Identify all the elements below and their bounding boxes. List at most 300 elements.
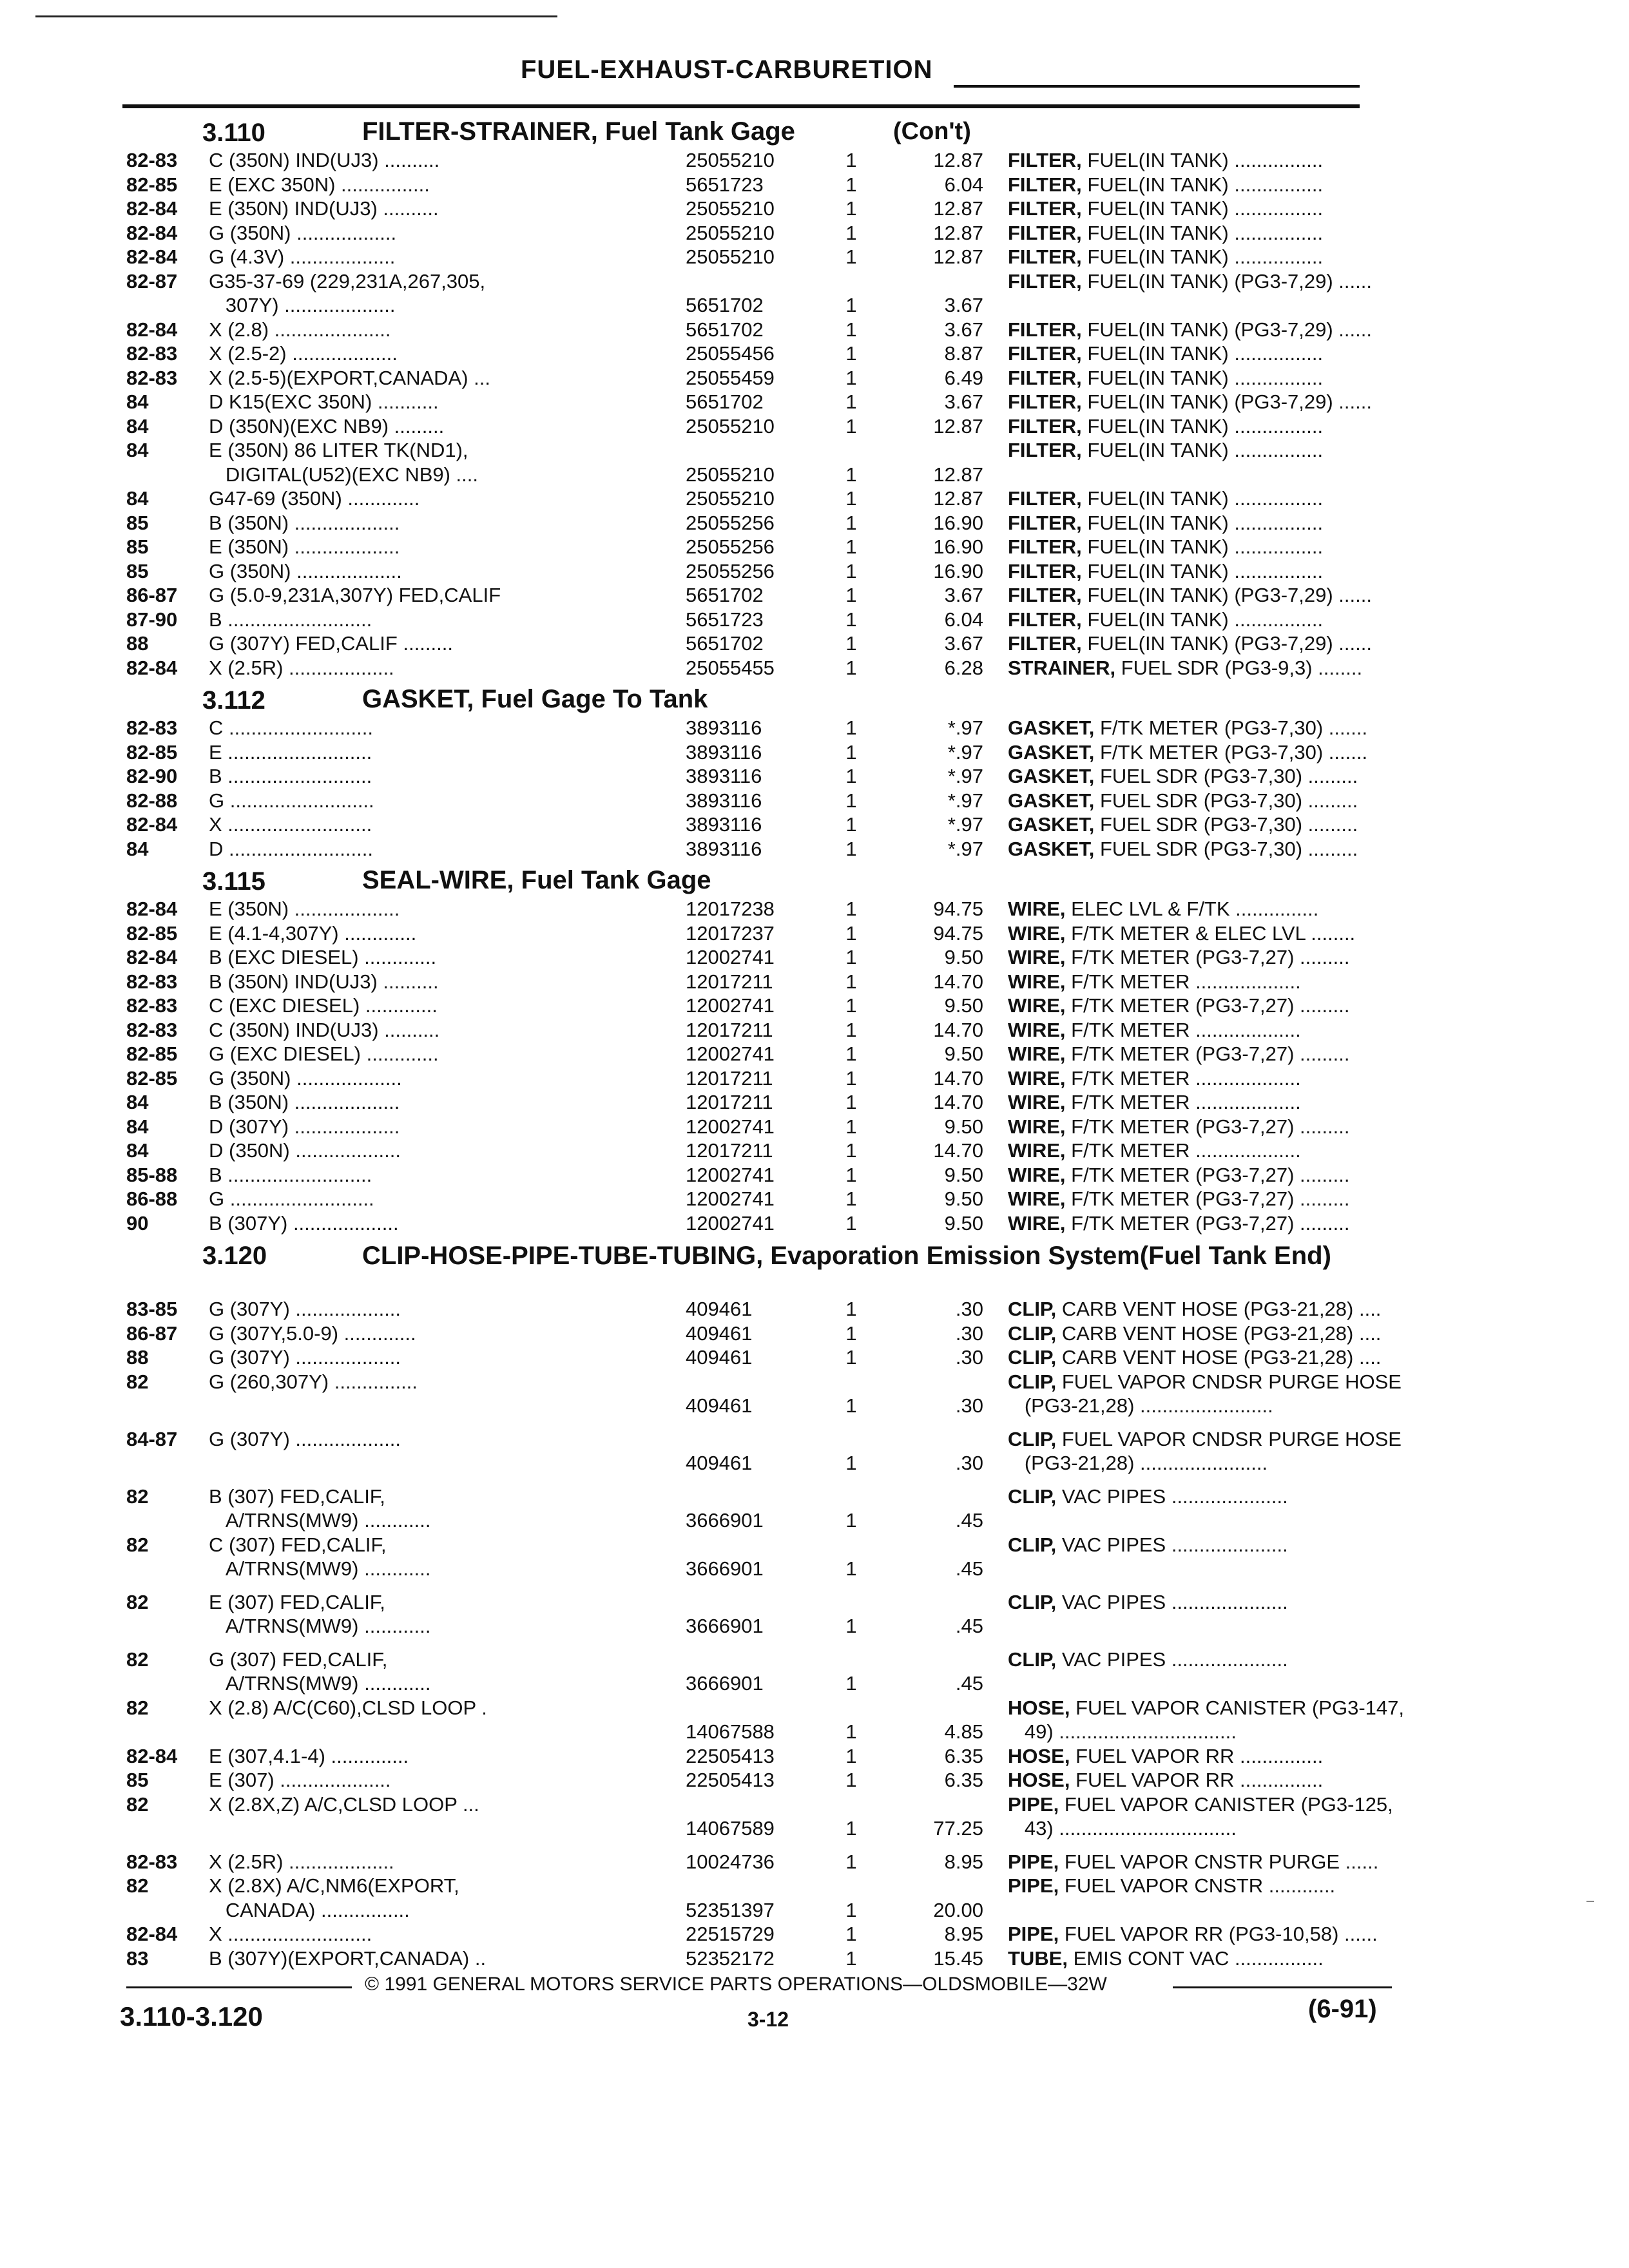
part-row [126, 221, 1364, 245]
quantity: 1 [845, 813, 857, 836]
footer-page-number: 3-12 [747, 2008, 789, 2031]
price: .30 [955, 1321, 983, 1345]
application: G (260,307Y) ............... [209, 1370, 418, 1393]
part-row [126, 1163, 1364, 1187]
model-year: 82 [126, 1874, 149, 1897]
model-year: 82-83 [126, 716, 178, 739]
footer-rule-left [126, 1986, 352, 1988]
price: 4.85 [944, 1720, 983, 1743]
application: B (307Y)(EXPORT,CANADA) .. [209, 1946, 487, 1970]
model-year: 86-88 [126, 1187, 178, 1210]
part-detail: FUEL VAPOR CANISTER (PG3-147, 49) ................................ [1024, 1696, 1404, 1743]
part-row [126, 1485, 1364, 1533]
part-number: 25055456 [686, 342, 775, 365]
part-number: 25055256 [686, 511, 775, 534]
part-description [1008, 535, 1498, 559]
part-description [1008, 1874, 1498, 1898]
part-detail: F/TK METER (PG3-7,27) ......... [1065, 1187, 1350, 1210]
application: X (2.5R) ................... [209, 1850, 394, 1873]
part-detail: ELEC LVL & F/TK ............... [1065, 898, 1319, 920]
part-name: FILTER, [1008, 559, 1082, 582]
part-row [126, 173, 1364, 197]
part-description [1008, 245, 1498, 269]
quantity: 1 [845, 608, 857, 631]
quantity: 1 [845, 789, 857, 812]
part-description [1008, 608, 1498, 632]
model-year: 82-84 [126, 946, 178, 968]
quantity: 1 [845, 1091, 857, 1113]
model-year: 88 [126, 632, 149, 655]
part-row [126, 1874, 1364, 1922]
part-row [126, 1187, 1364, 1211]
part-row [126, 486, 1364, 511]
part-detail: FUEL SDR (PG3-7,30) ......... [1094, 837, 1358, 860]
part-name: FILTER, [1008, 318, 1082, 341]
part-number: 25055256 [686, 535, 775, 558]
part-name: GASKET, [1008, 716, 1095, 739]
application: B .......................... [209, 1163, 372, 1186]
part-row [126, 1090, 1364, 1115]
quantity: 1 [845, 294, 857, 316]
part-name: GASKET, [1008, 813, 1095, 836]
part-detail: VAC PIPES ..................... [1056, 1648, 1288, 1671]
quantity: 1 [845, 921, 857, 945]
price: 3.67 [944, 294, 983, 316]
part-description [1008, 1590, 1498, 1615]
part-name: FILTER, [1008, 366, 1082, 389]
application: X (2.8X) A/C,NM6(EXPORT, CANADA) ................ [209, 1874, 459, 1921]
model-year: 82-87 [126, 269, 178, 293]
part-number: 3666901 [686, 1615, 764, 1637]
part-number: 12002741 [686, 1187, 775, 1210]
part-detail: FUEL(IN TANK) (PG3-7,29) ...... [1081, 632, 1372, 655]
application: B (EXC DIESEL) ............. [209, 946, 437, 968]
part-name: WIRE, [1008, 1018, 1066, 1041]
part-name: WIRE, [1008, 1187, 1066, 1210]
part-number: 12002741 [686, 1211, 775, 1235]
part-description [1008, 1648, 1498, 1672]
part-number: 25055210 [686, 487, 775, 510]
part-number: 25055210 [686, 414, 775, 437]
part-description [1008, 1696, 1498, 1744]
quantity: 1 [845, 197, 857, 220]
part-description [1008, 1139, 1498, 1163]
part-number: 12017211 [686, 970, 773, 993]
part-description [1008, 438, 1498, 463]
part-detail: FUEL VAPOR CNSTR ............ [1059, 1874, 1336, 1897]
application: X .......................... [209, 813, 372, 836]
part-number: 409461 [686, 1346, 753, 1369]
part-name: WIRE, [1008, 1115, 1066, 1138]
part-row [126, 148, 1364, 173]
part-description [1008, 764, 1498, 789]
part-description [1008, 1370, 1498, 1418]
part-detail: FUEL(IN TANK) (PG3-7,29) ...... [1081, 390, 1372, 413]
part-row [126, 1792, 1393, 1841]
application: X (2.8X,Z) A/C,CLSD LOOP ... [209, 1792, 479, 1816]
section-number: 3.115 [202, 867, 265, 896]
application: B (350N) ................... [209, 511, 400, 534]
application: D (307Y) ................... [209, 1115, 400, 1138]
part-detail: CARB VENT HOSE (PG3-21,28) .... [1056, 1321, 1382, 1345]
application: E (350N) IND(UJ3) .......... [209, 197, 439, 220]
part-detail: F/TK METER (PG3-7,27) ......... [1065, 1115, 1350, 1138]
part-detail: FUEL VAPOR CANISTER (PG3-125, 43) ................................ [1024, 1792, 1393, 1840]
model-year: 87-90 [126, 608, 178, 631]
part-number: 3893116 [686, 765, 762, 787]
price: 9.50 [944, 1211, 983, 1235]
price: 9.50 [944, 1187, 983, 1210]
part-detail: FUEL(IN TANK) ................ [1081, 149, 1324, 171]
application: E .......................... [209, 740, 372, 764]
part-row [126, 1850, 1379, 1874]
part-name: FILTER, [1008, 390, 1082, 413]
model-year: 82 [126, 1533, 149, 1556]
part-number: 22515729 [686, 1923, 775, 1945]
model-year: 83 [126, 1946, 149, 1970]
price: .30 [955, 1298, 983, 1320]
application: G (307Y) ................... [209, 1346, 401, 1369]
price: 20.00 [933, 1898, 983, 1921]
quantity: 1 [845, 463, 857, 486]
part-name: PIPE, [1008, 1923, 1059, 1945]
application: C (307) FED,CALIF, A/TRNS(MW9) ............ [209, 1533, 431, 1580]
part-detail: F/TK METER & ELEC LVL ........ [1065, 921, 1356, 945]
part-number: 25055210 [686, 245, 775, 268]
part-number: 5651702 [686, 390, 764, 413]
part-description [1008, 148, 1498, 173]
part-row [126, 1946, 1364, 1971]
part-name: HOSE, [1008, 1696, 1070, 1719]
model-year: 82-83 [126, 342, 178, 365]
part-number: 3893116 [686, 789, 762, 812]
part-row [126, 1042, 1364, 1066]
quantity: 1 [845, 740, 857, 764]
application: D K15(EXC 350N) ........... [209, 390, 439, 413]
part-number: 12002741 [686, 1163, 775, 1186]
quantity: 1 [845, 414, 857, 437]
quantity: 1 [845, 1720, 857, 1743]
part-description [1008, 1427, 1498, 1475]
part-number: 5651723 [686, 173, 764, 196]
part-description [1008, 789, 1498, 813]
part-number: 25055256 [686, 559, 775, 582]
part-detail: FUEL SDR (PG3-7,30) ......... [1094, 789, 1358, 812]
part-description [1008, 921, 1498, 946]
application: G35-37-69 (229,231A,267,305, 307Y) .................... [209, 269, 486, 316]
footer-copyright: © 1991 GENERAL MOTORS SERVICE PARTS OPERATIONS—OLDSMOBILE—32W [365, 1974, 1107, 1995]
part-description [1008, 1768, 1498, 1792]
application: X (2.8) A/C(C60),CLSD LOOP . [209, 1696, 487, 1719]
part-name: GASKET, [1008, 789, 1095, 812]
part-row [126, 656, 1364, 680]
part-number: 25055210 [686, 463, 775, 486]
part-detail: FUEL(IN TANK) ................ [1081, 221, 1324, 244]
application: B (307Y) ................... [209, 1211, 399, 1235]
part-detail: FUEL SDR (PG3-9,3) ........ [1115, 656, 1363, 679]
model-year: 82-83 [126, 1850, 178, 1873]
part-number: 3893116 [686, 837, 762, 860]
part-row [126, 716, 1368, 740]
price: 6.49 [944, 366, 983, 389]
part-number: 3666901 [686, 1557, 764, 1580]
model-year: 82-84 [126, 1744, 178, 1767]
price: *.97 [947, 789, 983, 812]
footer-section-range: 3.110-3.120 [120, 2001, 263, 2032]
quantity: 1 [845, 559, 857, 582]
part-row [126, 1370, 1402, 1418]
application: B .......................... [209, 765, 372, 787]
model-year: 82-84 [126, 318, 178, 341]
part-name: GASKET, [1008, 740, 1095, 764]
price: 6.04 [944, 608, 983, 631]
part-description [1008, 583, 1498, 608]
part-detail: F/TK METER ................... [1065, 1139, 1301, 1162]
section-number: 3.112 [202, 686, 265, 715]
part-detail: FUEL(IN TANK) ................ [1081, 366, 1324, 389]
price: 6.28 [944, 656, 983, 679]
part-name: HOSE, [1008, 1744, 1070, 1767]
part-number: 52351397 [686, 1898, 775, 1921]
part-detail: FUEL(IN TANK) ................ [1081, 414, 1324, 437]
model-year: 82-85 [126, 1043, 178, 1065]
part-detail: FUEL VAPOR CNDSR PURGE HOSE (PG3-21,28) ........................ [1024, 1370, 1402, 1417]
application: D .......................... [209, 837, 373, 860]
part-number: 12017237 [686, 921, 775, 945]
part-detail: FUEL(IN TANK) (PG3-7,29) ...... [1081, 584, 1372, 606]
model-year: 82-84 [126, 197, 178, 220]
part-row [126, 390, 1372, 414]
part-row [126, 789, 1364, 813]
part-number: 12002741 [686, 946, 775, 968]
part-row [126, 1744, 1364, 1769]
part-name: FILTER, [1008, 584, 1082, 606]
part-number: 409461 [686, 1452, 753, 1474]
price: 6.35 [944, 1769, 983, 1791]
part-name: FILTER, [1008, 511, 1082, 534]
part-number: 409461 [686, 1321, 753, 1345]
part-row [126, 945, 1364, 970]
model-year: 82-83 [126, 366, 178, 389]
part-number: 52352172 [686, 1946, 775, 1970]
quantity: 1 [845, 970, 857, 993]
quantity: 1 [845, 173, 857, 196]
price: 9.50 [944, 994, 983, 1017]
price: .30 [955, 1452, 983, 1474]
part-description [1008, 221, 1498, 245]
part-name: FILTER, [1008, 149, 1082, 171]
quantity: 1 [845, 1043, 857, 1065]
parts-catalog-listing [126, 116, 1404, 1974]
part-row [126, 341, 1364, 366]
model-year: 82-83 [126, 994, 178, 1017]
part-detail: FUEL SDR (PG3-7,30) ......... [1094, 765, 1358, 787]
model-year: 82-83 [126, 970, 178, 993]
part-detail: F/TK METER (PG3-7,27) ......... [1065, 994, 1350, 1017]
model-year: 82-88 [126, 789, 178, 812]
part-description [1008, 1533, 1498, 1557]
model-year: 85 [126, 511, 149, 534]
part-number: 14067588 [686, 1720, 775, 1743]
part-description [1008, 1485, 1498, 1509]
part-detail: FUEL VAPOR CNDSR PURGE HOSE (PG3-21,28) ....................... [1024, 1427, 1402, 1474]
part-row [126, 631, 1372, 656]
part-description [1008, 1090, 1498, 1115]
part-name: FILTER, [1008, 535, 1082, 558]
part-row [126, 438, 1364, 486]
part-detail: F/TK METER (PG3-7,27) ......... [1065, 1211, 1350, 1235]
part-detail: FUEL(IN TANK) (PG3-7,29) ...... [1081, 269, 1372, 293]
application: G (307Y,5.0-9) ............. [209, 1321, 416, 1345]
price: 9.50 [944, 1163, 983, 1186]
part-number: 12017211 [686, 1066, 773, 1090]
quantity: 1 [845, 487, 857, 510]
part-detail: VAC PIPES ..................... [1056, 1485, 1288, 1508]
footer-date: (6-91) [1308, 1995, 1377, 2023]
part-detail: FUEL(IN TANK) ................ [1081, 197, 1324, 220]
quantity: 1 [845, 535, 857, 558]
application: B (350N) ................... [209, 1091, 400, 1113]
model-year: 82-84 [126, 898, 178, 920]
part-name: FILTER, [1008, 342, 1082, 365]
part-row [126, 764, 1364, 789]
part-detail: CARB VENT HOSE (PG3-21,28) .... [1056, 1346, 1382, 1369]
part-detail: VAC PIPES ..................... [1056, 1533, 1288, 1556]
part-name: WIRE, [1008, 994, 1066, 1017]
part-number: 3893116 [686, 740, 762, 764]
model-year: 82 [126, 1648, 149, 1671]
part-name: WIRE, [1008, 1091, 1066, 1113]
part-description [1008, 945, 1498, 970]
quantity: 1 [845, 1672, 857, 1695]
quantity: 1 [845, 1321, 857, 1345]
quantity: 1 [845, 1346, 857, 1369]
price: 6.04 [944, 173, 983, 196]
quantity: 1 [845, 1394, 857, 1417]
application: G (4.3V) ................... [209, 245, 396, 268]
part-row [126, 812, 1364, 837]
part-detail: FUEL VAPOR CNSTR PURGE ...... [1059, 1850, 1379, 1873]
part-name: CLIP, [1008, 1485, 1057, 1508]
price: *.97 [947, 837, 983, 860]
quantity: 1 [845, 342, 857, 365]
price: 16.90 [933, 559, 983, 582]
model-year: 85 [126, 559, 149, 582]
part-name: FILTER, [1008, 632, 1082, 655]
part-row [126, 197, 1364, 221]
part-name: FILTER, [1008, 439, 1082, 461]
application: X (2.5-5)(EXPORT,CANADA) ... [209, 366, 490, 389]
model-year: 82-84 [126, 1923, 178, 1945]
quantity: 1 [845, 390, 857, 413]
part-name: CLIP, [1008, 1321, 1057, 1345]
part-detail: F/TK METER ................... [1065, 970, 1301, 993]
part-description [1008, 716, 1498, 740]
price: 9.50 [944, 1115, 983, 1138]
part-description [1008, 1922, 1498, 1946]
price: 16.90 [933, 511, 983, 534]
part-detail: FUEL(IN TANK) ................ [1081, 559, 1324, 582]
application: G (307Y) FED,CALIF ......... [209, 632, 453, 655]
part-detail: FUEL VAPOR RR ............... [1070, 1769, 1324, 1791]
price: 3.67 [944, 390, 983, 413]
part-name: CLIP, [1008, 1648, 1057, 1671]
part-number: 25055210 [686, 149, 775, 171]
part-row [126, 1427, 1402, 1475]
application: G (307) FED,CALIF, A/TRNS(MW9) ............ [209, 1648, 431, 1695]
part-detail: EMIS CONT VAC ................ [1068, 1946, 1324, 1970]
quantity: 1 [845, 1018, 857, 1041]
part-row [126, 583, 1372, 608]
application: C (350N) IND(UJ3) .......... [209, 1018, 440, 1041]
model-year: 84 [126, 1091, 149, 1113]
application: D (350N)(EXC NB9) ......... [209, 414, 445, 437]
quantity: 1 [845, 584, 857, 606]
price: 3.67 [944, 318, 983, 341]
application: E (307) .................... [209, 1769, 391, 1791]
part-name: CLIP, [1008, 1590, 1057, 1613]
application: G (350N) ................... [209, 559, 402, 582]
model-year: 82-83 [126, 149, 178, 171]
part-row [126, 535, 1364, 559]
part-row [126, 970, 1364, 994]
part-name: CLIP, [1008, 1427, 1057, 1450]
footer-rule-right [1173, 1986, 1392, 1988]
part-name: PIPE, [1008, 1874, 1059, 1897]
part-name: WIRE, [1008, 946, 1066, 968]
part-number: 3893116 [686, 813, 762, 836]
part-description [1008, 656, 1498, 680]
part-row [126, 740, 1368, 765]
part-detail: F/TK METER ................... [1065, 1018, 1301, 1041]
part-detail: FUEL(IN TANK) ................ [1081, 535, 1324, 558]
part-description [1008, 1297, 1498, 1321]
application: E (350N) ................... [209, 535, 400, 558]
part-name: WIRE, [1008, 1066, 1066, 1090]
part-number: 5651702 [686, 318, 764, 341]
scan-speck [1586, 1901, 1594, 1902]
model-year: 82-84 [126, 221, 178, 244]
model-year: 82 [126, 1792, 149, 1816]
application: G (350N) ................... [209, 1066, 402, 1090]
section-title: SEAL-WIRE, Fuel Tank Gage [362, 866, 711, 894]
part-number: 5651702 [686, 294, 764, 316]
quantity: 1 [845, 366, 857, 389]
part-detail: F/TK METER ................... [1065, 1091, 1301, 1113]
model-year: 82-85 [126, 740, 178, 764]
part-number: 409461 [686, 1394, 753, 1417]
section-continued: (Con't) [893, 118, 971, 145]
part-name: WIRE, [1008, 1043, 1066, 1065]
application: G .......................... [209, 789, 374, 812]
part-detail: F/TK METER (PG3-7,27) ......... [1065, 1163, 1350, 1186]
part-number: 12017211 [686, 1018, 773, 1041]
part-description [1008, 1345, 1498, 1370]
section-header [126, 116, 1364, 148]
part-row [126, 366, 1364, 390]
price: 9.50 [944, 1043, 983, 1065]
price: 16.90 [933, 535, 983, 558]
part-number: 25055455 [686, 656, 775, 679]
model-year: 82-85 [126, 173, 178, 196]
part-number: 25055210 [686, 221, 775, 244]
part-number: 5651702 [686, 584, 764, 606]
price: .30 [955, 1346, 983, 1369]
part-number: 12002741 [686, 994, 775, 1017]
price: 14.70 [933, 970, 983, 993]
price: 9.50 [944, 946, 983, 968]
model-year: 85 [126, 535, 149, 558]
